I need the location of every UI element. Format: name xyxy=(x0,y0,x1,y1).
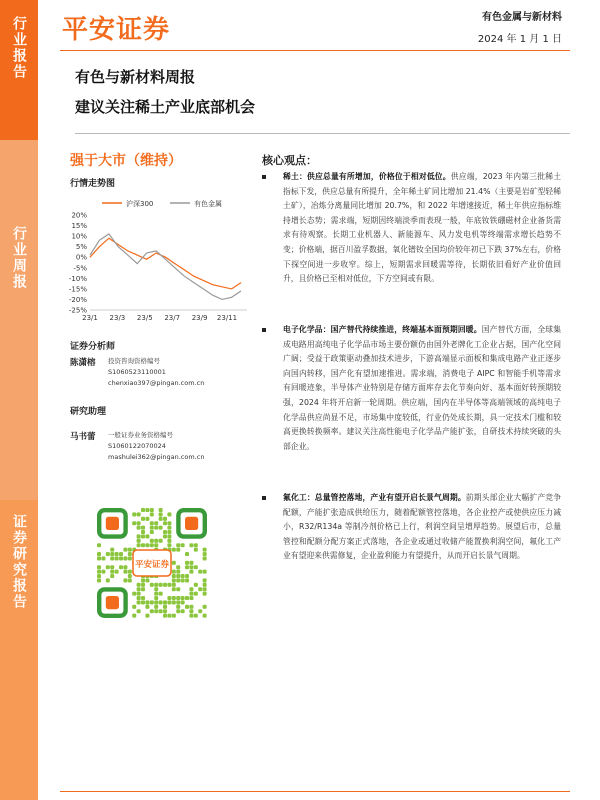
y-tick-label: -5% xyxy=(73,264,87,273)
point-rare-earth-head: 稀土：供应总量有所增加，价格位于相对低位。 xyxy=(283,172,451,181)
y-tick-label: -25% xyxy=(68,306,87,315)
sidebar-label-securities-research: 证券研究报告 xyxy=(11,514,27,610)
series-line-1 xyxy=(90,238,241,289)
point-electronic-chemicals-head: 电子化学品：国产替代持续推进，终端基本面预期回暖。 xyxy=(283,325,482,334)
sidebar-segment-securities-research xyxy=(0,500,38,800)
sidebar-segment-weekly xyxy=(0,140,38,500)
analyst-2-cert-number: S1060122070024 xyxy=(108,442,166,450)
title-divider xyxy=(75,133,570,134)
trend-chart xyxy=(62,195,252,325)
legend-label-2: 有色金属 xyxy=(194,200,222,208)
footer-divider xyxy=(60,791,570,792)
report-title: 有色与新材料周报 xyxy=(75,68,196,86)
header-divider xyxy=(60,50,570,51)
y-tick-label: -10% xyxy=(68,274,87,283)
assistant-label: 研究助理 xyxy=(70,407,107,417)
point-fluorine-chemicals-head: 氟化工：总量管控落地，产业有望开启长景气周期。 xyxy=(283,493,466,502)
x-tick-label: 23/3 xyxy=(109,314,126,322)
sidebar-segment-industry-report xyxy=(0,0,38,140)
x-tick-label: 23/1 xyxy=(82,314,98,322)
qr-finder-center xyxy=(106,596,119,609)
qr-finder-center xyxy=(185,517,198,530)
analyst-1-email[interactable]: chenxiao397@pingan.com.cn xyxy=(108,379,205,387)
analyst-2-cert-label: 一般证券业务资格编号 xyxy=(108,431,173,439)
analyst-info-2 xyxy=(108,430,204,463)
x-tick-label: 23/5 xyxy=(136,314,153,322)
bullet-icon xyxy=(262,328,266,332)
sidebar-label-industry-report: 行业报告 xyxy=(11,16,27,80)
qr-stamp-text: 平安证券 xyxy=(134,560,170,570)
bullet-icon xyxy=(262,496,266,500)
analyst-2-email[interactable]: mashulei362@pingan.com.cn xyxy=(108,453,205,461)
x-tick-label: 23/9 xyxy=(191,314,208,322)
x-tick-label: 23/7 xyxy=(164,314,181,322)
qr-finder-center xyxy=(106,517,119,530)
point-rare-earth-body: 供应端，2023 年内第三批稀土指标下发，供应总量有所提升，全年稀土矿同比增加 21.4%（主要是岩矿型轻稀土矿），冶炼分离量同比增加 20.7%，和 2022 年增速接近，稀土年供应指标维持增长态势；需求端，短期因终端淡季而表现一般，年底钕铁硼磁材企业备货需求有待观察。长期工业机器人、新能源车、风力发电机等终端需求增长趋势不变；价格端，据百川盈孚数据，氧化镨钕全国均价较年初已下跌 37%左右，价格下探空间进一步收窄。综上，短期需求回暖需等待，长期依旧看好产业价值回升，且价格已至相对低位，下方空间或有限。 xyxy=(283,172,562,284)
qr-code[interactable] xyxy=(97,508,207,618)
analyst-name-2: 马书蕾 xyxy=(70,432,96,442)
analyst-label: 证券分析师 xyxy=(70,342,116,352)
sidebar xyxy=(0,0,38,800)
bullet-icon xyxy=(262,175,266,179)
report-subtitle: 建议关注稀土产业底部机会 xyxy=(75,98,256,116)
header-sector: 有色金属与新材料 xyxy=(482,12,562,23)
core-points-title: 核心观点： xyxy=(262,154,317,167)
rating: 强于大市（维持） xyxy=(70,153,182,169)
point-electronic-chemicals-body: 国产替代方面，全球集成电路用高纯电子化学品市场主要份额仍由国外老牌化工企业占据，国产化空间广阔；受益于政策驱动叠加技术进步，下游高端显示面板和集成电路产业正逐步向国内转移，国产化有望加速推进。需求端，消费电子 AIPC 和智能手机等需求有回暖迹象，半导体产业特别是存储方面库存去化节奏向好、基本面好转预期较强，2024 年将开启新一轮周期。供应端，国内在半导体等高端领域的高纯电子化学品供应尚显不足，市场集中度较低，行业仍处成长期，具一定技术门槛和较高更换转换频率。建议关注高性能电子化学品产能扩张，自研技术持续突破的头部企业。 xyxy=(283,325,562,451)
point-rare-earth xyxy=(265,170,561,287)
point-electronic-chemicals xyxy=(265,323,561,454)
analyst-1-cert-label: 投资咨询资格编号 xyxy=(108,357,160,365)
analyst-name-1: 陈潇榕 xyxy=(70,358,96,368)
sidebar-label-weekly: 行业周报 xyxy=(11,226,27,290)
legend-label-1: 沪深300 xyxy=(126,200,154,208)
y-tick-label: 10% xyxy=(71,232,87,241)
brand-logo: 平安证券 xyxy=(62,15,171,45)
y-tick-label: 20% xyxy=(71,211,87,220)
analyst-1-cert-number: S1060523110001 xyxy=(108,368,166,376)
y-tick-label: -15% xyxy=(68,285,87,294)
trend-label: 行情走势图 xyxy=(70,179,116,189)
header-date: 2024 年 1 月 1 日 xyxy=(477,34,562,45)
y-tick-label: 15% xyxy=(71,222,87,231)
series-line-2 xyxy=(90,234,241,299)
point-fluorine-chemicals xyxy=(265,491,561,564)
y-tick-label: 0% xyxy=(75,253,87,262)
y-tick-label: -20% xyxy=(68,295,87,304)
x-tick-label: 23/11 xyxy=(216,314,238,322)
point-fluorine-chemicals-body: 前期头部企业大幅扩产竞争配额，产能扩张造成供给压力，随着配额管控落地，各企业控产或使供应压力减小，R32/R134a 等制冷剂价格已上行，利润空间呈增厚趋势。展望后市，总量管控和配额分配方案正式落地，各企业或通过收储产能置换利润空间，氟化工产业有望迎来供需修复，企业盈利能力有望提升，从而开启长景气周期。 xyxy=(283,493,562,561)
analyst-info-1 xyxy=(108,356,204,389)
y-tick-label: 5% xyxy=(75,243,87,252)
